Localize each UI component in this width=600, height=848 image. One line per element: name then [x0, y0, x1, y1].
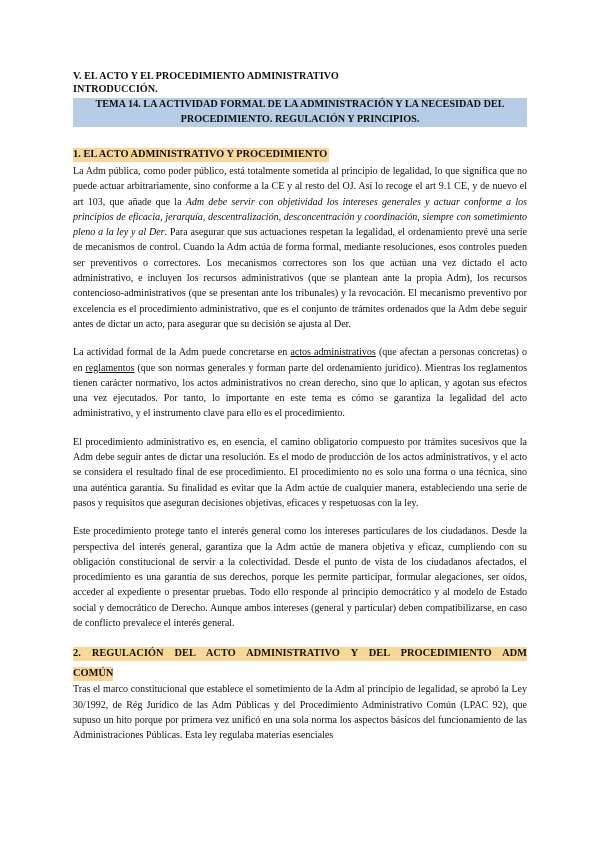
section-1-title: 1. EL ACTO ADMINISTRATIVO Y PROCEDIMIENTO	[73, 149, 328, 160]
unit-heading: V. EL ACTO Y EL PROCEDIMIENTO ADMINISTRATIVO	[73, 71, 339, 82]
section-1-paragraph-3: El procedimiento administrativo es, en esencia, el camino obligatorio compuesto por trámites sucesivos que la Adm debe seguir antes de dictar una resolución. Es el modo de producción de los actos administrativos, y el acto se considera el resultado final de ese procedimiento. El procedimiento no es solo una forma o una técnica, sino una auténtica garantía. Su finalidad es evitar que la Adm actúe de cualquier manera, estableciendo una serie de pasos y requisitos que aseguran decisiones objetivas, eficaces y respetuosas con la ley.	[73, 436, 527, 509]
text-run: La actividad formal de la Adm puede concretarse en	[73, 347, 291, 359]
text-run: (que son normas generales y forman parte del ordenamiento jurídico). Mientras los reglamentos tienen carácter normativo, los actos administrativos no crean derecho, sino que lo aplican, y agotan sus efectos una vez ejecutados. Por tanto, lo importante en este tema es cómo se garantiza la legalidad del acto administrativo, y el instrumento clave para ello es el procedimiento.	[73, 362, 527, 420]
section-2-title: 2. REGULACIÓN DEL ACTO ADMINISTRATIVO Y DEL PROCEDIMIENTO ADM	[73, 648, 527, 660]
text-run: La Adm pública, como poder público, está totalmente sometida al principio de legalidad, lo que significa que no puede actuar arbitrariamente, sino conforme a la CE y al resto del OJ. Así lo recoge el art 9.1 CE, y de nuevo el art 103, que añade que la	[73, 166, 527, 208]
document-content	[73, 70, 527, 744]
section-1-paragraph-2	[73, 345, 527, 421]
underlined-term: actos administrativos	[290, 347, 376, 359]
underlined-term: reglamentos	[85, 362, 135, 374]
section-1-paragraph-4: Este procedimiento protege tanto el interés general como los intereses particulares de los ciudadanos. Desde la perspectiva del interés general, garantiza que la Adm actúe de manera objetiva y eficaz, cumpliendo con su obligación constitucional de servir a la colectividad. Desde el punto de vista de los ciudadanos afectados, el procedimiento es una garantía de sus derechos, porque les permite participar, formular alegaciones, ser oídos, acceder al expediente o presentar pruebas. Todo ello responde al principio democrático y al modelo de Estado social y democrático de Derecho. Aunque ambos intereses (general y particular) deben compatibilizarse, en caso de conflicto prevalece el interés general.	[73, 526, 527, 630]
text-run: (que afectan a personas concretas) o en	[73, 347, 527, 374]
section-1-paragraph-1	[73, 164, 527, 332]
italic-quote: Adm debe servir con objetividad los intereses generales y actuar conforme a los principios de eficacia, jerarquía, descentralización, desconcentración y coordinación, siempre con sometimiento pleno a la ley y al Der	[73, 196, 527, 239]
section-2-title-line-2	[73, 663, 527, 682]
intro-heading: INTRODUCCIÓN.	[73, 84, 158, 95]
text-run: . Para asegurar que sus actuaciones respetan la legalidad, el ordenamiento prevé una serie de mecanismos de control. Cuando la Adm actúa de forma formal, mediante resoluciones, esos controles pueden ser preventivos o correctores. Los mecanismos correctores son los que actúan una vez dictado el acto administrativo, e incluyen los recursos administrativos (que se plantean ante la propia Adm), los recursos contencioso-administrativos (que se presentan ante los tribunales) y la revocación. El mecanismo preventivo por excelencia es el procedimiento administrativo, que es el conjunto de trámites ordenados que la Adm debe seguir antes de dictar un acto, para asegurar que su decisión se ajusta al Der.	[73, 227, 527, 330]
topic-title: TEMA 14. LA ACTIVIDAD FORMAL DE LA ADMINISTRACIÓN Y LA NECESIDAD DEL PROCEDIMIENTO. REGULACIÓN Y PRINCIPIOS.	[73, 98, 527, 127]
section-2-title-continuation: COMÚN	[73, 668, 114, 680]
section-2-paragraph-1: Tras el marco constitucional que establece el sometimiento de la Adm al principio de legalidad, se aprobó la Ley 30/1992, de Rég Jurídico de las Adm Públicas y del Procedimiento Administrativo Común (LPAC 92), que supuso un hito porque por primera vez unificó en una sola norma los aspectos básicos del funcionamiento de las Administraciones Públicas. Esta ley regulaba materias esenciales	[73, 684, 527, 742]
